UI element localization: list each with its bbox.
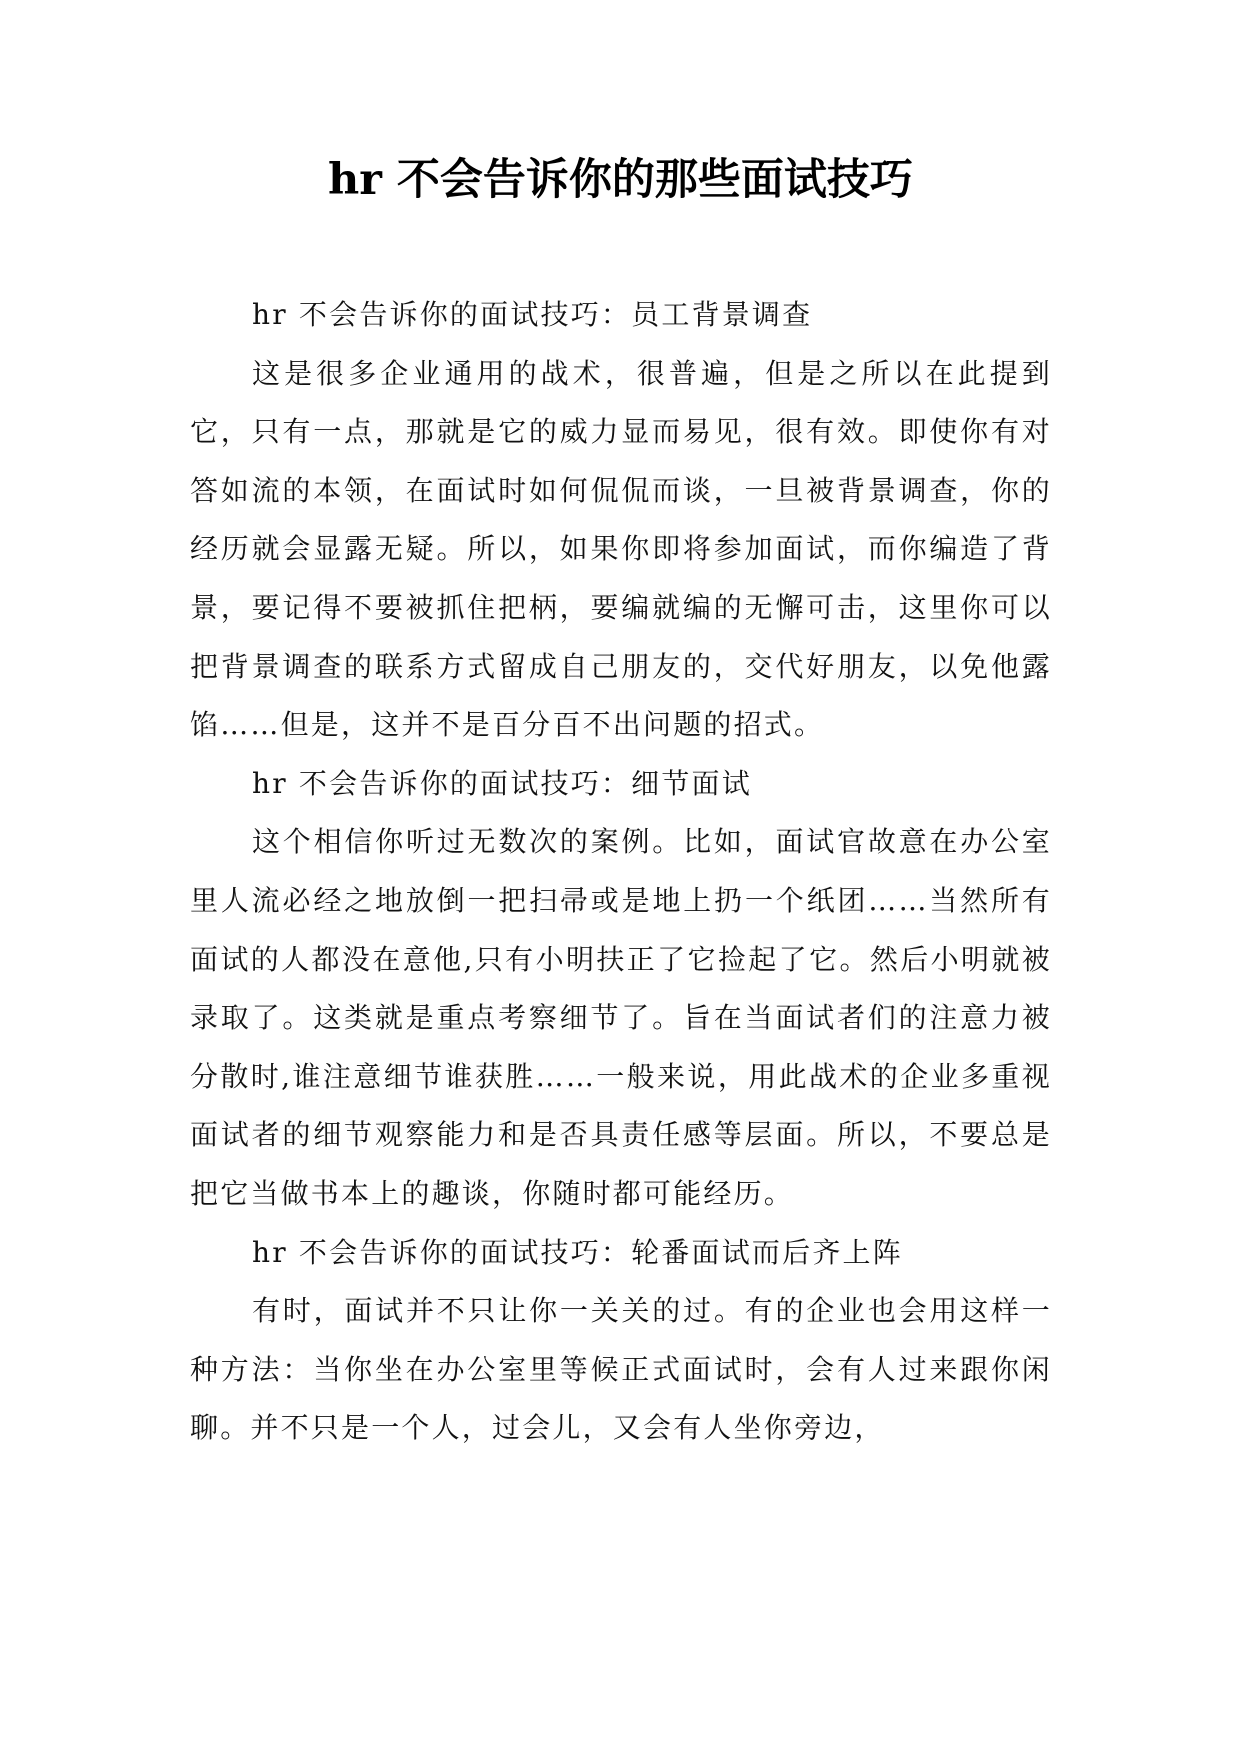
section-heading: hr 不会告诉你的面试技巧：轮番面试而后齐上阵 <box>252 1235 903 1269</box>
section-paragraph: 有时，面试并不只让你一关关的过。有的企业也会用这样一种方法：当你坐在办公室里等候正式面试时，会有人过来跟你闲聊。并不只是一个人，过会儿，又会有人坐你旁边， <box>190 1294 1052 1445</box>
section-heading: hr 不会告诉你的面试技巧：员工背景调查 <box>252 298 813 331</box>
section-paragraph: 这是很多企业通用的战术，很普遍，但是之所以在此提到它，只有一点，那就是它的威力显而易见，很有效。即使你有对答如流的本领，在面试时如何侃侃而谈，一旦被背景调查，你的经历就会显露无疑。所以，如果你即将参加面试，而你编造了背景，要记得不要被抓住把柄，要编就编的无懈可击，这里你可以把背景调查的联系方式留成自己朋友的，交代好朋友，以免他露馅……但是，这并不是百分百不出问题的招式。 <box>190 356 1052 742</box>
document-body <box>190 286 1052 1458</box>
section-paragraph: 这个相信你听过无数次的案例。比如，面试官故意在办公室里人流必经之地放倒一把扫帚或是地上扔一个纸团……当然所有面试的人都没在意他,只有小明扶正了它捡起了它。然后小明就被录取了。这类就是重点考察细节了。旨在当面试者们的注意力被分散时,谁注意细节谁获胜……一般来说，用此战术的企业多重视面试者的细节观察能力和是否具责任感等层面。所以，不要总是把它当做书本上的趣谈，你随时都可能经历。 <box>190 825 1052 1210</box>
document-title: hr 不会告诉你的那些面试技巧 <box>328 155 913 205</box>
section-heading: hr 不会告诉你的面试技巧：细节面试 <box>252 766 752 800</box>
